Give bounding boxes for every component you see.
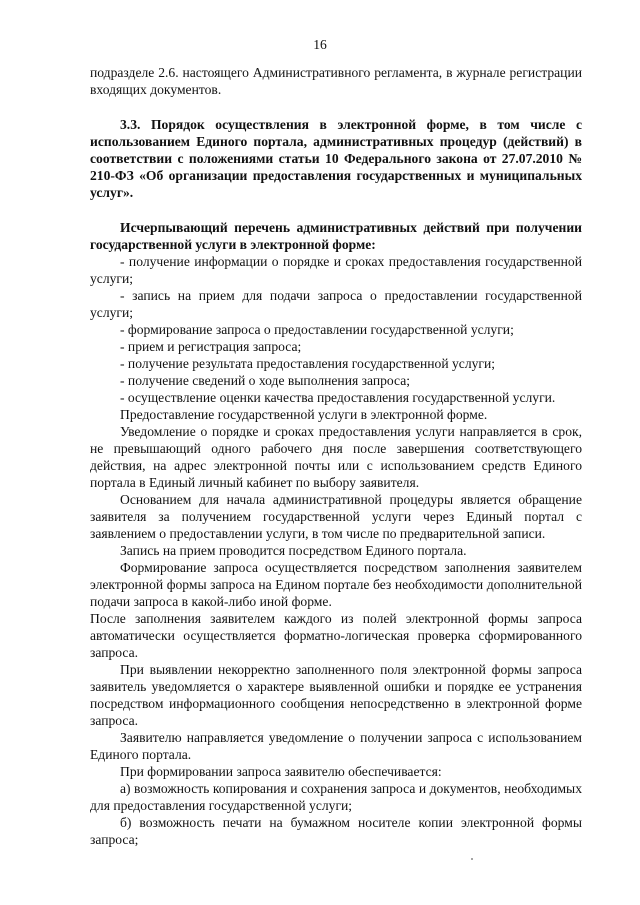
body-paragraph: а) возможность копирования и сохранения запроса и документов, необходимых для предоставления государственной услуги; (90, 781, 582, 813)
page-number: 16 (313, 37, 327, 52)
body-paragraph: При выявлении некорректно заполненного поля электронной формы запроса заявитель уведомляется о характере выявленной ошибки и порядке ее устранения посредством информационного сообщения непосредственно в электронной форме запроса. (90, 662, 582, 728)
list-item: - формирование запроса о предоставлении государственной услуги; (120, 322, 514, 337)
body-paragraph: Формирование запроса осуществляется посредством заполнения заявителем электронной формы запроса на Едином портале без необходимости дополнительной подачи запроса в какой-либо иной форме. (90, 560, 582, 609)
intro-paragraph: подразделе 2.6. настоящего Административного регламента, в журнале регистрации входящих документов. (90, 65, 582, 97)
body-paragraph: При формировании запроса заявителю обеспечивается: (120, 764, 442, 779)
body-paragraph: Уведомление о порядке и сроках предоставления услуги направляется в срок, не превышающий одного рабочего дня после завершения соответствующего действия, на адрес электронной почты или с использованием средств Единого портала в Единый личный кабинет по выбору заявителя. (90, 424, 582, 490)
list-heading: Исчерпывающий перечень административных действий при получении государственной услуги в электронной форме: (90, 220, 582, 252)
body-paragraph: Запись на прием проводится посредством Единого портала. (120, 543, 467, 558)
scan-speck (471, 858, 473, 860)
list-item: - прием и регистрация запроса; (120, 339, 302, 354)
list-item: - получение результата предоставления государственной услуги; (120, 356, 496, 371)
body-paragraph: Основанием для начала административной процедуры является обращение заявителя за получением государственной услуги через Единый портал с заявлением о предоставлении услуги, в том числе по предварительной записи. (90, 492, 582, 541)
list-item: - получение сведений о ходе выполнения запроса; (120, 373, 411, 388)
list-item: - запись на прием для подачи запроса о предоставлении государственной услуги; (90, 288, 582, 320)
section-heading: 3.3. Порядок осуществления в электронной форме, в том числе с использованием Единого портала, административных процедур (действий) в соответствии с положениями статьи 10 Федерального закона от 27.07.2010 № 210-ФЗ «Об организации предоставления государственных и муниципальных услуг». (90, 117, 582, 200)
list-item: - получение информации о порядке и сроках предоставления государственной услуги; (90, 254, 582, 286)
document-body (90, 64, 582, 848)
body-paragraph: б) возможность печати на бумажном носителе копии электронной формы запроса; (90, 815, 582, 847)
body-paragraph: Заявителю направляется уведомление о получении запроса с использованием Единого портала. (90, 730, 582, 762)
list-item: - осуществление оценки качества предоставления государственной услуги. (120, 390, 556, 405)
body-paragraph: Предоставление государственной услуги в электронной форме. (120, 407, 488, 422)
body-paragraph-no-indent: После заполнения заявителем каждого из полей электронной формы запроса автоматически осуществляется форматно-логическая проверка сформированного запроса. (90, 611, 582, 660)
